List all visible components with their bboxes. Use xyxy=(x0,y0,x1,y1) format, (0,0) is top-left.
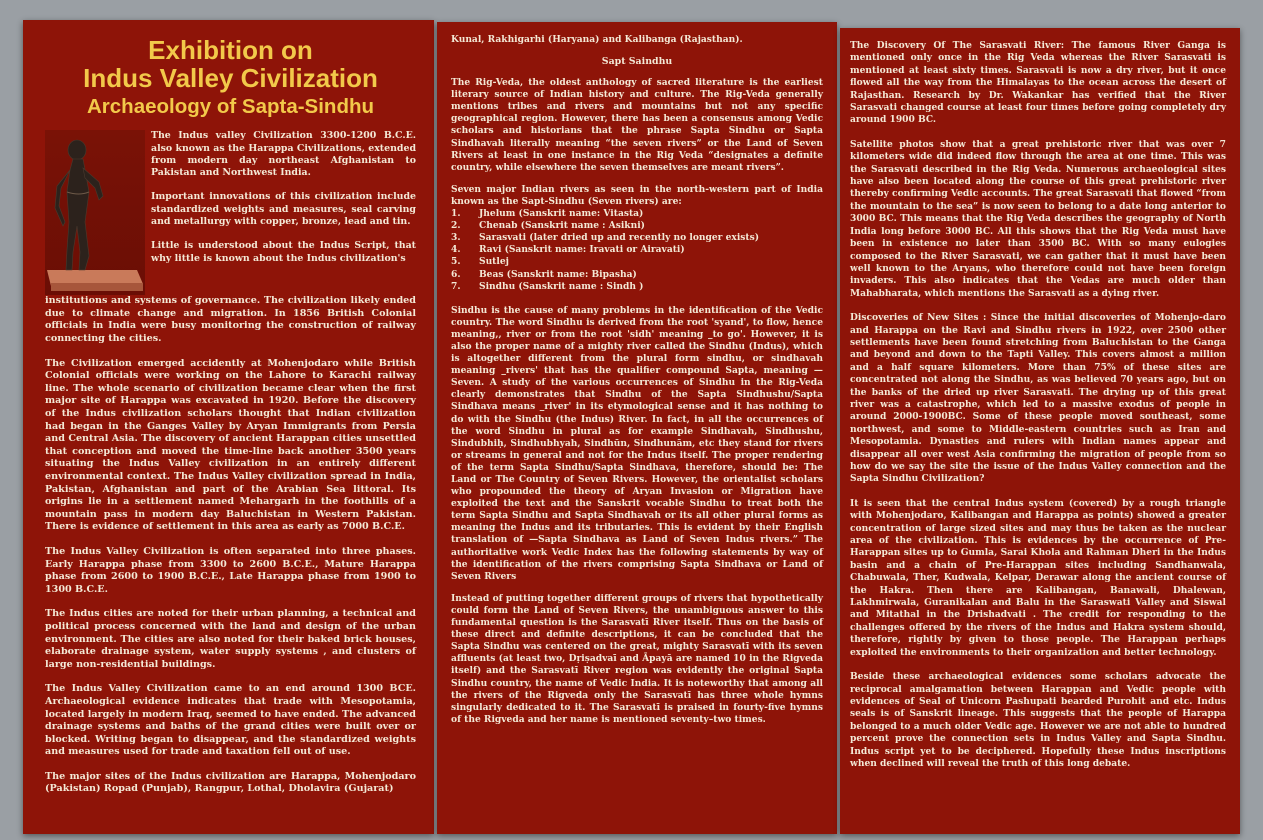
dancing-girl-figurine-icon xyxy=(45,130,145,295)
conclusion-paragraph: Beside these archaeological evidences some scholars advocate the reciprocal amalgamation between Harappan and Vedic people with evidences of Seal of Unicorn Pashupati bearded Purohit and etc. Indus seals is of Sanskrit lineage. This suggests that the people of Harappa belonged to a much older Vedic age. However we are not able to hundred percent prove the connection sets in Indus Valley and Sapta Sindhu. Indus script yet to be deciphered. Hopefully these Indus inscriptions when declined will reveal the truth of this long debate. xyxy=(850,671,1226,769)
intro-text xyxy=(145,130,416,295)
list-item: 5. Sutlej xyxy=(451,256,509,268)
script-paragraph-start: Little is understood about the Indus Script, that why little is known about the Indus civilization's xyxy=(151,240,416,264)
sindhu-paragraph: Sindhu is the cause of many problems in the identification of the Vedic country. The word Sindhu is derived from the root 'syand', to flow, hence meaning,, river or from the root 'sidh' meaning _to go'. However, it is also the proper name of a mighty river called the Sindhu (Indus), which is altogether different from the plural form sindhu, or sindhavah meaning _rivers' that has the qualifier compound Sapta, meaning —Seven. A study of the various occurrences of Sindhu in the Rig-Veda clearly demonstrates that Sindhu of the Sapta Sindhushu/Sapta Sindhava means _river' in its etymological sense and it has nothing to do with the Sindhu (the Indus) River. In fact, in all the occurrences of the word Sindhu in plural as for example Sindhavah, Sindhushu, Sindubhiḥ, Sindhubhyah, Sindhūn, Sindhunām, etc they stand for rivers or streams in general and not for the Indus itself. The proper rendering of the term Sapta Sindhu/Sapta Sindhava, therefore, should be: The Land or The Country of Seven Rivers. However, the orientalist scholars who propounded the theory of Aryan Invasion or Migration have exploited the text and the Sanskrit vocable Sindhu to treat both the term Sapta Sindhu and Sapta Sindhavah or its all other plural forms as meaning the Indus and its tributaries. This is evident by their English translation of —Sapta Sindhava as Land of Seven Indus rivers.” The authoritative work Vedic Index has the following statements by way of the identification of the rivers comprising Sapta Sindhava or Land of Seven Rivers xyxy=(451,304,823,582)
exhibit-title-subject: Indus Valley Civilization xyxy=(83,63,378,94)
exhibit-title-block xyxy=(45,36,416,118)
body-paragraph: The Indus Valley Civilization came to an end around 1300 BCE. Archaeological evidence indicates that trade with Mesopotamia, located largely in modern Iraq, seemed to have ended. The advanced drainage systems and baths of the grand cities were built over or blocked. Writing began to disappear, and the standardized weights and measures used for trade and taxation fell out of use. xyxy=(45,683,416,758)
central-indus-paragraph: It is seen that the central Indus system (covered) by a rough triangle with Mohenjodaro, Kalibangan and Harappa as points) showed a greater concentration of large sized sites and may thus be taken as the nuclear area of the civilization. This is evidences by the occurrence of Pre-Harappan sites up to Gumla, Sarai Khola and Rahman Dheri in the Indus basin and a chain of Pre-Harappan sites including Sandhanwala, Chabuwala, Ther, Kudwala, Kelpar, Derawar along the ancient course of the Hakra. Then there are Kalibangan, Banawali, Dhalewan, Lakhmirwala, Guranikalan and Balu in the Saraswati Valley and Siswal and Mitathal in the Drishadvati . The credit for responding to the challenges offered by the rivers of the Indus and Hakra system should, therefore, rightly by given to those people. The Harappan perhaps exploited the environments to their organization and better technology. xyxy=(850,497,1226,658)
exhibit-title: Exhibition on xyxy=(148,35,313,65)
seven-rivers-list xyxy=(451,208,823,293)
exhibit-subtitle: Archaeology of Sapta-Sindhu xyxy=(86,95,375,119)
intro-section xyxy=(45,130,416,295)
list-item: 7. Sindhu (Sanskrit name : Sindh ) xyxy=(451,280,644,292)
rivers-list-intro: Seven major Indian rivers as seen in the north-western part of India known as the Sapt-Sindhu (Seven rivers) are: xyxy=(451,183,823,207)
continued-line: Kunal, Rakhigarhi (Haryana) and Kalibanga (Rajasthan). xyxy=(451,34,743,45)
list-item: 2. Chenab (Sanskrit name : Asikni) xyxy=(451,220,645,232)
exhibit-panel-middle xyxy=(437,22,837,834)
section-heading-sapt-saindhu: Sapt Saindhu xyxy=(601,56,673,68)
body-paragraph: The Indus Valley Civilization is often separated into three phases. Early Harappa phase from 3300 to 2600 B.C.E., Mature Harappa phase from 2600 to 1900 B.C.E., Late Harappa phase from 1900 to 1300 B.C.E. xyxy=(45,545,416,595)
new-sites-paragraph: Discoveries of New Sites : Since the initial discoveries of Mohenjo-daro and Harappa on the Ravi and Sindhu rivers in 1922, over 2500 other settlements have been found stretching from Baluchistan to the Ganga and beyond and down to the Tapti Valley. This covers almost a million and a half square kilometers. More than 75% of these sites are concentrated not along the Sindhu, as was believed 70 years ago, but on the banks of the dried up river Sarasvati. The drying up of this great river was a catastrophe, which led to a massive exodus of people in around 2000-1900BC. Some of these people moved southeast, some northwest, and some to Middle-eastern countries such as Iran and Mesopotamia. Dynasties and rulers with Indian names appear and disappear all over west Asia confirming the migration of people from so how do we say the site the issue of the Indus Valley connection and the Sapta Sindhu Civilization? xyxy=(850,312,1226,485)
discovery-paragraph: The Discovery Of The Sarasvati River: The famous River Ganga is mentioned only once in the Rig Veda whereas the River Sarasvati is mentioned at least sixty times. Sarasvati is now a dry river, but it once flowed all the way from the Himalayas to the ocean across the desert of Rajasthan. Research by Dr. Wakankar has verified that the River Sarasvati changed course at least four times before going completely dry around 1900 BC. xyxy=(850,40,1226,126)
sarasvati-paragraph: Instead of putting together different groups of rivers that hypothetically could form the Land of Seven Rivers, the unambiguous answer to this fundamental question is the Sarasvatī River itself. Thus on the basis of these direct and definite descriptions, it can be concluded that the Sapta Sindhu was centered on the great, mighty Sarasvatī with its seven affluents (at least two, Dṛiṣadvaī and Āpayā are named 10 in the Rigveda itself) and the Sarasvatī River region was evidently the original Sapta Sindhu country, the name of Vedic India. It is noteworthy that among all the rivers of the Rigveda only the Sarasvatī has three whole hymns singularly dedicated to it. The Sarasvatī is praised in fourty-five hymns of the Rigveda and her name is mentioned seventy–two times. xyxy=(451,592,823,725)
intro-paragraph: The Indus valley Civilization 3300-1200 B.C.E. also known as the Harappa Civilizations, extended from modern day northeast Afghanistan to Pakistan and Northwest India. xyxy=(151,130,416,179)
satellite-paragraph: Satellite photos show that a great prehistoric river that was over 7 kilometers wide did indeed flow through the area at one time. This was the Sarasvati described in the Rig Veda. Numerous archaeological sites have also been located along the course of this great prehistoric river thereby confirming Vedic accounts. The great Sarasvati that flowed “from the mountain to the sea” is now seen to belong to a date long anterior to 3000 BC. This means that the Rig Veda describes the geography of North India long before 3000 BC. All this shows that the Rig Veda must have been in existence no later than 3500 BC. With so many eulogies composed to the River Sarasvati, we can gather that it must have been well known to the Aryans, who therefore could not have been foreign invaders. This also indicates that the Vedas are much older than Mahabharata, which mentions the Sarasvati as a dying river. xyxy=(850,138,1226,299)
list-item: 4. Ravi (Sanskrit name: Iravati or Airavati) xyxy=(451,244,685,256)
list-item: 1. Jhelum (Sanskrit name: Vitasta) xyxy=(451,208,644,220)
list-item: 6. Beas (Sanskrit name: Bipasha) xyxy=(451,268,637,280)
rigveda-paragraph: The Rig-Veda, the oldest anthology of sacred literature is the earliest literary source of Indian history and culture. The Rig-Veda generally mentions tribes and rivers and mountains but not any specific geographical region. However, there has been a consensus among Vedic scholars and historians that the phrase Sapta Sindhu or Sapta Sindhavah literally meaning “the seven rivers” or the Land of Seven Rivers at least in one instance in the Rig Veda “designates a definite country, while elsewhere the seven themselves are meant rivers”. xyxy=(451,77,823,173)
body-paragraph: The major sites of the Indus civilization are Harappa, Mohenjodaro (Pakistan) Ropad (Punjab), Rangpur, Lothal, Dholavira (Gujarat) xyxy=(45,770,416,795)
exhibit-panel-right xyxy=(840,28,1240,834)
list-item: 3. Sarasvati (later dried up and recently no longer exists) xyxy=(451,232,760,244)
body-paragraph: The Indus cities are noted for their urban planning, a technical and political process concerned with the land and design of the urban environment. The cities are also noted for their baked brick houses, elaborate drainage system, water supply systems , and clusters of large non-residential buildings. xyxy=(45,608,416,670)
script-paragraph-rest: institutions and systems of governance. The civilization likely ended due to climate change and migration. In 1856 British Colonial officials in India were busy monitoring the construction of railway connecting the cities. xyxy=(45,295,416,345)
intro-paragraph: Important innovations of this civilization include standardized weights and measures, seal carving and metallurgy with copper, bronze, lead and tin. xyxy=(151,191,416,228)
exhibit-panel-left xyxy=(23,20,434,834)
bronze-figurine-image xyxy=(45,130,145,295)
body-paragraph: The Civilization emerged accidently at Mohenjodaro while British Colonial officials were working on the Lahore to Karachi railway line. The whole scenario of civilization became clear when the first major site of Harappa was excavated in 1920. Before the discovery of the Indus civilization scholars thought that Indian civilization had began in the Ganges Valley by Aryan Immigrants from Persia and Central Asia. The discovery of ancient Harappan cities unsettled that conception and moved the time-line back another 3500 years situating the Indus Valley civilization in an entirely different environmental context. The Indus Valley civilization spread in India, Pakistan, Afghanistan and part of the Arabian Sea littoral. Its origins lie in a settlement named Mehargarh in the foothills of a mountain pass in modern day Baluchistan in Western Pakistan. There is evidence of settlement in this area as early as 7000 B.C.E. xyxy=(45,357,416,533)
